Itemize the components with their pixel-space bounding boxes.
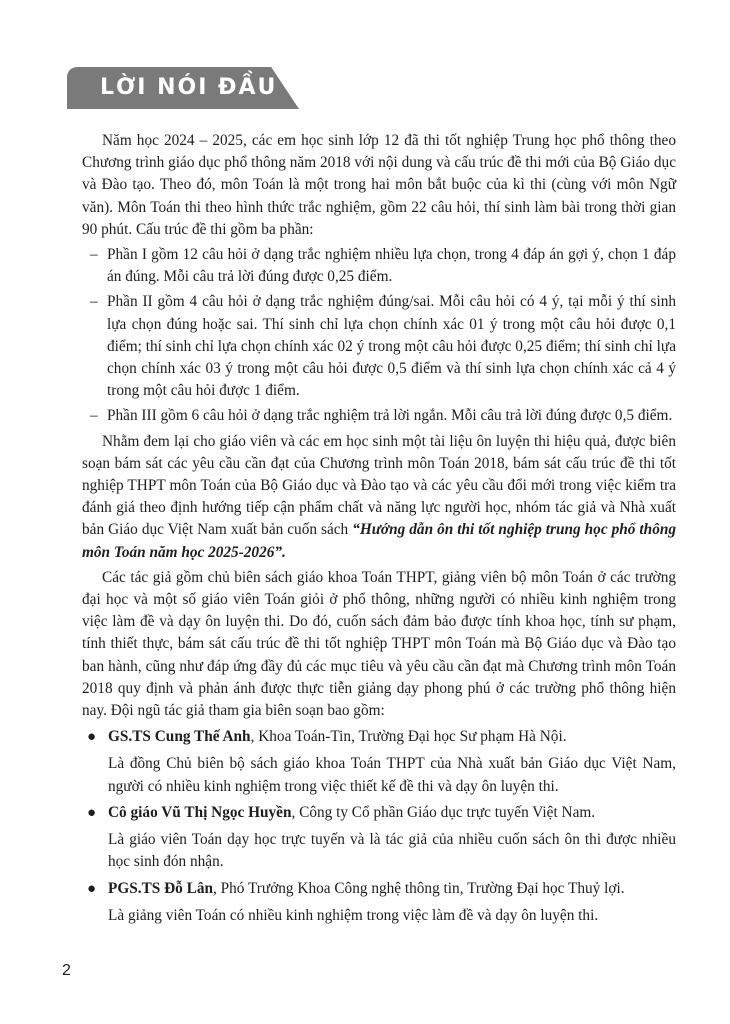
exam-part-text: Phần III gồm 6 câu hỏi ở dạng trắc nghiệm trả lời ngắn. Mỗi câu trả lời đúng được 0,5 điểm. [107,407,673,425]
author-description: Là giảng viên Toán có nhiều kinh nghiệm trong việc làm đề và dạy ôn luyện thi. [108,906,599,924]
author-entry [82,726,676,748]
author-name: GS.TS Cung Thế Anh [108,728,251,746]
dash-marker: – [90,246,98,264]
dash-marker: – [90,407,98,425]
bullet-icon: ● [87,804,97,821]
exam-part-text: Phần II gồm 4 câu hỏi ở dạng trắc nghiệm đúng/sai. Mỗi câu hỏi có 4 ý, tại mỗi ý thí sinh lựa chọn đúng hoặc sai. Thí sinh chỉ lựa chọn chính xác 01 ý trong một câu hỏi được 0,1 điểm; thí sinh chỉ lựa chọn chính xác 02 ý trong một câu hỏi được 0,25 điểm; thí sinh chỉ lựa chọn chính xác 03 ý trong một câu hỏi được 0,5 điểm và thí sinh lựa chọn chính xác cả 4 ý trong một câu hỏi được 1 điểm. [107,293,676,400]
exam-part-text: Phần I gồm 12 câu hỏi ở dạng trắc nghiệm nhiều lựa chọn, trong 4 đáp án gợi ý, chọn 1 đáp án đúng. Mỗi câu trả lời đúng được 0,25 điểm. [107,246,676,286]
bullet-icon: ● [87,880,97,897]
intro-paragraph: Năm học 2024 – 2025, các em học sinh lớp 12 đã thi tốt nghiệp Trung học phổ thông theo Chương trình giáo dục phổ thông năm 2018 với nội dung và cấu trúc đề thi mới của Bộ Giáo dục và Đào tạo. Theo đó, môn Toán là một trong hai môn bắt buộc của kì thi (cùng với môn Ngữ văn). Môn Toán thi theo hình thức trắc nghiệm, gồm 22 câu hỏi, thí sinh làm bài trong thời gian 90 phút. Cấu trúc đề thi gồm ba phần: [82,132,676,238]
authors-intro-paragraph: Các tác giả gồm chủ biên sách giáo khoa Toán THPT, giảng viên bộ môn Toán ở các trường đại học và một số giáo viên Toán giỏi ở phổ thông, những người có nhiều kinh nghiệm trong việc làm đề và dạy ôn luyện thi. Do đó, cuốn sách đảm bảo được tính khoa học, tính sư phạm, tính thiết thực, bám sát cấu trúc đề thi tốt nghiệp THPT môn Toán mà Bộ Giáo dục và Đào tạo ban hành, cũng như đáp ứng đầy đủ các mục tiêu và yêu cầu cần đạt mà Chương trình môn Toán 2018 quy định và phản ánh được thực tiễn giảng dạy phong phú ở các trường phổ thông hiện nay. Đội ngũ tác giả tham gia biên soạn bao gồm: [82,568,676,720]
exam-part-item [82,405,676,427]
author-description: Là giáo viên Toán dạy học trực tuyến và là tác giả của nhiều cuốn sách ôn thi được nhiều học sinh đón nhận. [108,831,676,871]
author-affiliation: , Công ty Cổ phần Giáo dục trực tuyến Việt Nam. [291,803,596,821]
purpose-paragraph [82,431,676,564]
purpose-text: Nhằm đem lại cho giáo viên và các em học sinh một tài liệu ôn luyện thi hiệu quả, được biên soạn bám sát các yêu cầu cần đạt của Chương trình môn Toán 2018, bám sát cấu trúc đề thi tốt nghiệp THPT môn Toán của Bộ Giáo dục và Đào tạo và các yêu cầu đổi mới trong việc kiểm tra đánh giá theo định hướng tiếp cận phẩm chất và năng lực người học, nhóm tác giả và Nhà xuất bản Giáo dục Việt Nam xuất bản cuốn sách [82,432,676,539]
exam-part-item [82,244,676,288]
author-entry [82,878,676,900]
book-title: “Hướng dẫn ôn thi tốt nghiệp trung học phổ thông môn Toán năm học 2025-2026”. [82,521,676,561]
author-entry [82,802,676,824]
author-description: Là đồng Chủ biên bộ sách giáo khoa Toán THPT của Nhà xuất bản Giáo dục Việt Nam, người có nhiều kinh nghiệm trong việc thiết kế đề thi và dạy ôn luyện thi. [108,755,676,795]
author-affiliation: , Khoa Toán-Tin, Trường Đại học Sư phạm Hà Nội. [250,728,567,746]
author-affiliation: , Phó Trưởng Khoa Công nghệ thông tin, Trường Đại học Thuỷ lợi. [213,879,625,897]
exam-part-item [82,291,676,402]
page-title: LỜI NÓI ĐẦU [100,75,278,100]
preface-body [82,130,676,931]
author-name: Cô giáo Vũ Thị Ngọc Huyền [108,803,292,821]
page-number: 2 [62,962,71,979]
bullet-icon: ● [87,729,97,746]
author-name: PGS.TS Đỗ Lân [108,879,213,897]
dash-marker: – [90,293,98,311]
